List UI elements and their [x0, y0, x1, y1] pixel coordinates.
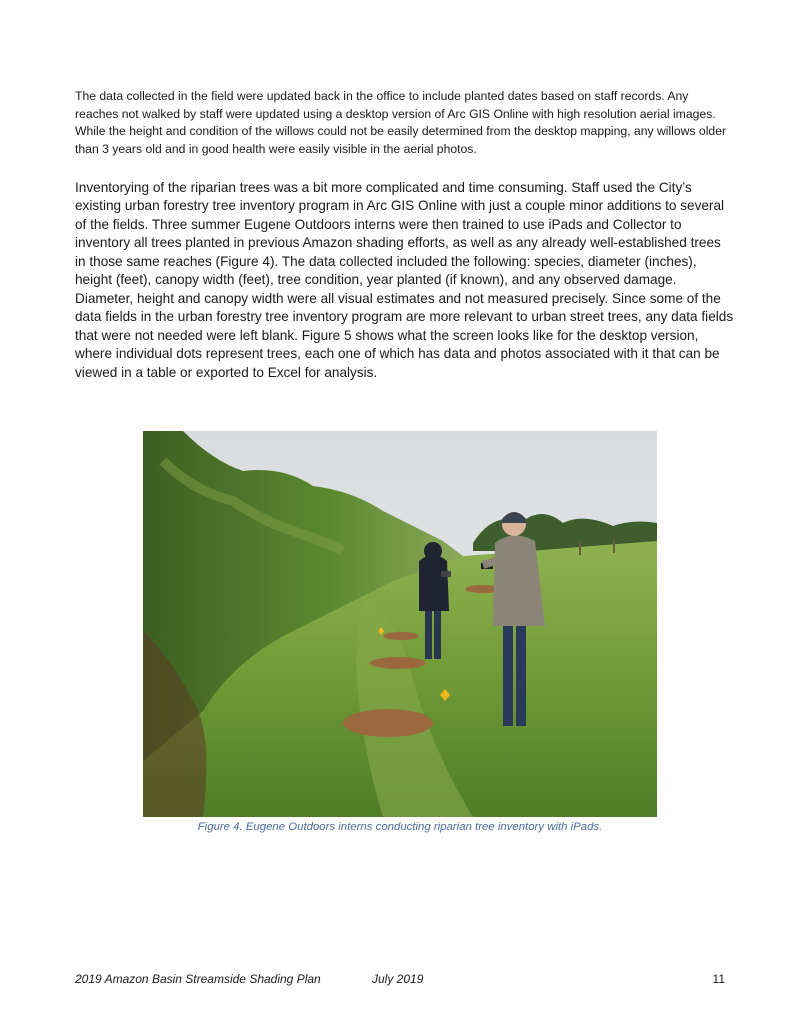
mulch-ring	[370, 657, 426, 669]
footer-title: 2019 Amazon Basin Streamside Shading Plan	[75, 972, 321, 986]
mulch-ring	[343, 709, 433, 737]
body-paragraph-1: The data collected in the field were updated back in the office to include planted dates based on staff records. Any reaches not walked by staff were updated using a desktop version of Arc GIS Online with high resolution aerial images. While the height and condition of the willows could not be easily determined from the desktop mapping, any willows older than 3 years old and in good health were easily visible in the aerial photos.	[75, 89, 727, 156]
body-paragraph-2: Inventorying of the riparian trees was a bit more complicated and time consuming. Staff used the City’s existing urban forestry tree inventory program in Arc GIS Online with just a couple minor additions to several of the fields. Three summer Eugene Outdoors interns were then trained to use iPads and Collector to inventory all trees planted in previous Amazon shading efforts, as well as any already well-established trees in those same reaches (Figure 4). The data collected included the following: species, diameter (inches), height (feet), canopy width (feet), tree condition, year planted (if known), and any observed damage. Diameter, height and canopy width were all visual estimates and not measured precisely. Since some of the data fields in the urban forestry tree inventory program are more relevant to urban street trees, any data fields that were not needed were left blank. Figure 5 shows what the screen looks like for the desktop version, where individual dots represent trees, each one of which has data and photos associated with it that can be viewed in a table or exported to Excel for analysis.	[75, 179, 734, 380]
figure-caption: Figure 4. Eugene Outdoors interns conducting riparian tree inventory with iPads.	[197, 821, 603, 833]
page-number: 11	[712, 972, 725, 986]
footer-date: July 2019	[372, 972, 424, 986]
mulch-ring	[383, 632, 419, 640]
figure-4-photo	[143, 431, 657, 817]
page-footer	[75, 972, 725, 986]
